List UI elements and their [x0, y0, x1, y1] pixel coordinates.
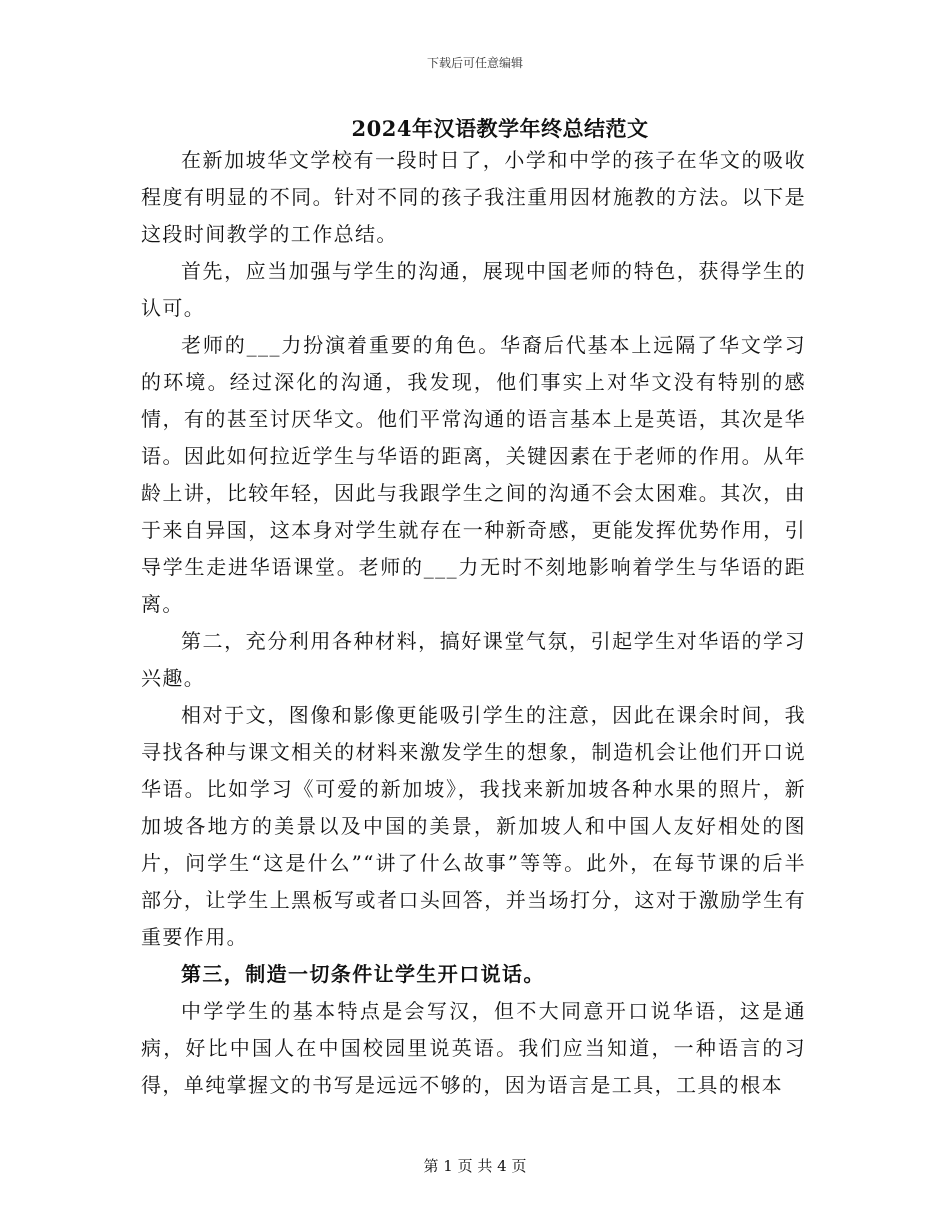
paragraph-point-two: 第二，充分利用各种材料，搞好课堂气氛，引起学生对华语的学习兴趣。 [141, 629, 806, 690]
paragraph-intro: 在新加坡华文学校有一段时日了，小学和中学的孩子在华文的吸收程度有明显的不同。针对不同的孩子我注重用因材施教的方法。以下是这段时间教学的工作总结。 [141, 148, 806, 246]
paragraph-speaking: 中学学生的基本特点是会写汉，但不大同意开口说华语，这是通病，好比中国人在中国校园里说英语。我们应当知道，一种语言的习得，单纯掌握文的书写是远远不够的，因为语言是工具，工具的根本 [141, 999, 806, 1097]
paragraph-point-three-heading: 第三，制造一切条件让学生开口说话。 [181, 962, 545, 986]
document-title: 2024年汉语教学年终总结范文 [351, 116, 649, 141]
paragraph-point-one: 首先，应当加强与学生的沟通，展现中国老师的特色，获得学生的认可。 [141, 259, 806, 320]
paragraph-teacher-role: 老师的___力扮演着重要的角色。华裔后代基本上远隔了华文学习的环境。经过深化的沟通，我发现，他们事实上对华文没有特别的感情，有的甚至讨厌华文。他们平常沟通的语言基本上是英语，其次是华语。因此如何拉近学生与华语的距离，关键因素在于老师的作用。从年龄上讲，比较年轻，因此与我跟学生之间的沟通不会太困难。其次，由于来自异国，这本身对学生就存在一种新奇感，更能发挥优势作用，引导学生走进华语课堂。老师的___力无时不刻地影响着学生与华语的距离。 [141, 333, 806, 616]
page-number-footer: 第 1 页 共 4 页 [423, 1157, 527, 1175]
document-body [141, 142, 806, 1104]
page-header-note: 下载后可任意编辑 [426, 56, 523, 70]
paragraph-materials: 相对于文，图像和影像更能吸引学生的注意，因此在课余时间，我寻找各种与课文相关的材料来激发学生的想象，制造机会让他们开口说华语。比如学习《可爱的新加坡》，我找来新加坡各种水果的照片，新加坡各地方的美景以及中国的美景，新加坡人和中国人友好相处的图片，问学生“这是什么”“讲了什么故事”等等。此外，在每节课的后半部分，让学生上黑板写或者口头回答，并当场打分，这对于激励学生有重要作用。 [141, 703, 806, 949]
